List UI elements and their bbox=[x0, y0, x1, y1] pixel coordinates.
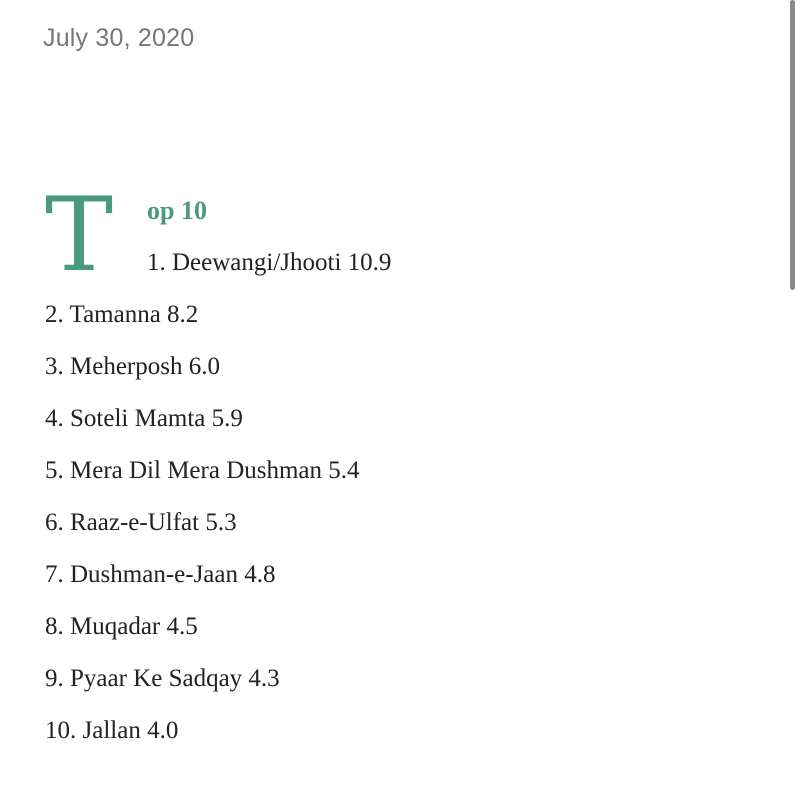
list-item: 6. Raaz-e-Ulfat 5.3 bbox=[45, 509, 237, 536]
drop-cap-letter: T bbox=[45, 176, 114, 295]
list-item: 10. Jallan 4.0 bbox=[45, 717, 179, 744]
list-item: 7. Dushman-e-Jaan 4.8 bbox=[45, 561, 276, 588]
scrollbar-thumb[interactable] bbox=[790, 0, 795, 290]
list-item: 4. Soteli Mamta 5.9 bbox=[45, 405, 243, 432]
list-item: 1. Deewangi/Jhooti 10.9 bbox=[147, 249, 392, 276]
post-date: July 30, 2020 bbox=[43, 24, 195, 52]
list-item: 9. Pyaar Ke Sadqay 4.3 bbox=[45, 665, 280, 692]
list-item: 5. Mera Dil Mera Dushman 5.4 bbox=[45, 457, 360, 484]
list-item: 8. Muqadar 4.5 bbox=[45, 613, 198, 640]
list-heading: op 10 bbox=[147, 196, 207, 225]
list-item: 2. Tamanna 8.2 bbox=[45, 301, 199, 328]
list-item: 3. Meherposh 6.0 bbox=[45, 353, 220, 380]
